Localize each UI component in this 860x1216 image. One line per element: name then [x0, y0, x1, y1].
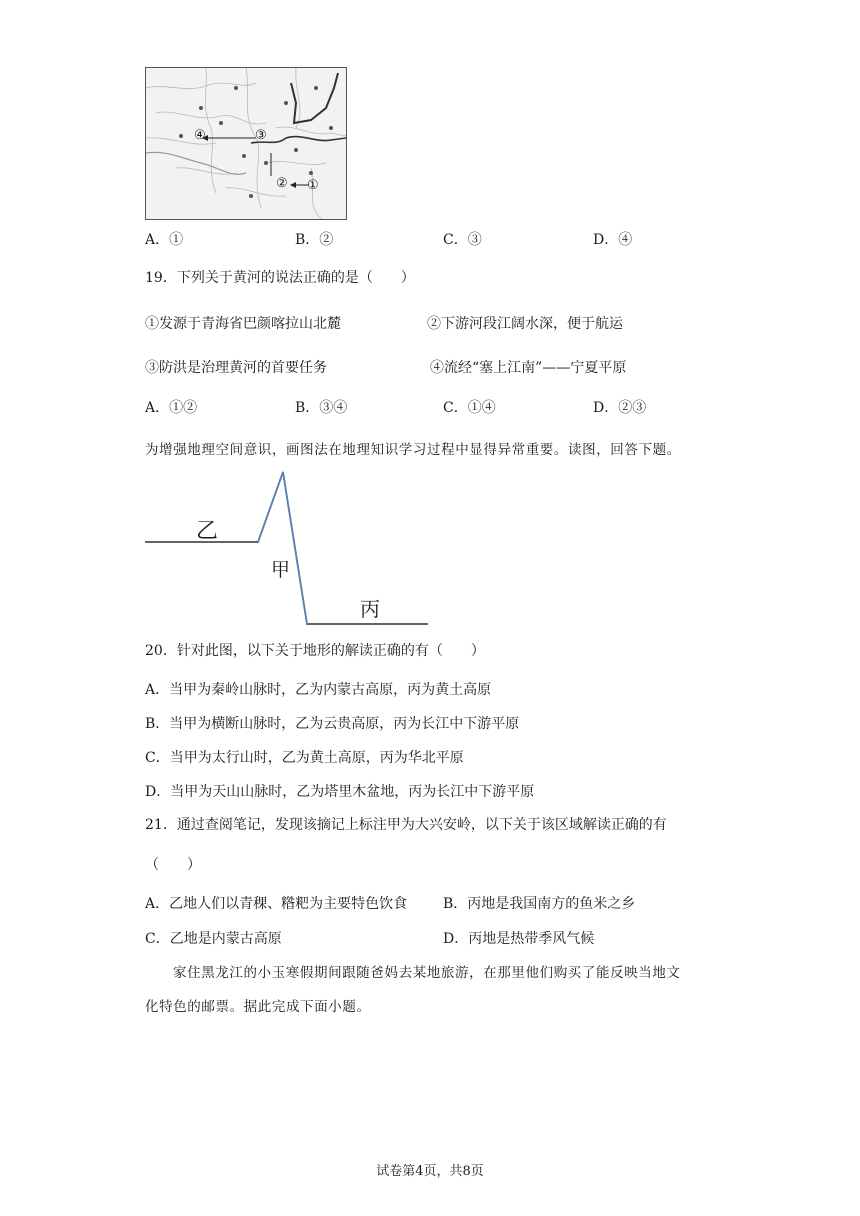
- option-letter: C．: [443, 232, 468, 248]
- label-yi: 乙: [196, 519, 219, 544]
- option-text: ②③: [618, 400, 647, 416]
- q21-option-b[interactable]: B．丙地是我国南方的鱼米之乡: [443, 896, 636, 912]
- intro-next-line-2: 化特色的邮票。据此完成下面小题。: [145, 999, 371, 1015]
- q20-option-b[interactable]: B．当甲为横断山脉时，乙为云贵高原，丙为长江中下游平原: [145, 716, 520, 732]
- option-text: ③④: [319, 400, 348, 416]
- intro-20-21: 为增强地理空间意识，画图法在地理知识学习过程中显得异常重要。读图，回答下题。: [145, 442, 681, 458]
- option-letter: B．: [295, 232, 320, 248]
- label-jia: 甲: [271, 559, 291, 581]
- option-text: ①④: [467, 400, 496, 416]
- option-text: ①②: [169, 400, 198, 416]
- option-letter: B．: [295, 400, 320, 416]
- q20-stem: 20．针对此图，以下关于地形的解读正确的有（ ）: [145, 643, 485, 659]
- q21-option-a[interactable]: A．乙地人们以青稞、糌粑为主要特色饮食: [145, 896, 408, 912]
- option-letter: D．: [593, 400, 619, 416]
- q19-statement-3: ③防洪是治理黄河的首要任务: [145, 360, 327, 376]
- q19-option-d[interactable]: [593, 398, 646, 418]
- q18-option-a[interactable]: [145, 230, 183, 250]
- q18-option-c[interactable]: [443, 230, 482, 250]
- page-footer: 试卷第4页，共8页: [376, 1164, 484, 1179]
- option-letter: C．: [443, 400, 468, 416]
- marker-3: ③: [255, 128, 267, 143]
- q19-stem: 19．下列关于黄河的说法正确的是（ ）: [145, 270, 415, 286]
- intro-next-line-1: 家住黑龙江的小玉寒假期间跟随爸妈去某地旅游，在那里他们购买了能反映当地文: [173, 965, 681, 981]
- option-letter: A．: [145, 400, 170, 416]
- marker-4: ④: [194, 128, 206, 143]
- q21-option-d[interactable]: D．丙地是热带季风气候: [443, 931, 595, 947]
- marker-1: ①: [307, 178, 319, 193]
- option-text: ①: [169, 232, 184, 248]
- q19-option-a[interactable]: [145, 398, 197, 418]
- q20-option-d[interactable]: D．当甲为天山山脉时，乙为塔里木盆地，丙为长江中下游平原: [145, 784, 535, 800]
- q18-option-b[interactable]: [295, 230, 333, 250]
- china-map-figure: [145, 67, 347, 220]
- option-letter: D．: [593, 232, 619, 248]
- option-letter: A．: [145, 232, 170, 248]
- q19-option-c[interactable]: [443, 398, 496, 418]
- q21-stem-paren: （ ）: [145, 857, 201, 873]
- q21-option-c[interactable]: C．乙地是内蒙古高原: [145, 931, 282, 947]
- terrain-profile-line: [140, 466, 440, 632]
- map-drawing: [146, 68, 346, 219]
- q19-statement-1: ①发源于青海省巴颜喀拉山北麓: [145, 316, 341, 332]
- marker-2: ②: [276, 176, 288, 191]
- q19-statement-2: ②下游河段江阔水深，便于航运: [427, 316, 623, 332]
- q19-statement-4: ④流经“塞上江南”——宁夏平原: [430, 360, 627, 376]
- q20-option-a[interactable]: A．当甲为秦岭山脉时，乙为内蒙古高原，丙为黄土高原: [145, 682, 492, 698]
- q18-option-d[interactable]: [593, 230, 632, 250]
- terrain-figure: [140, 466, 440, 632]
- option-text: ②: [319, 232, 334, 248]
- option-text: ④: [618, 232, 633, 248]
- q20-option-c[interactable]: C．当甲为太行山时，乙为黄土高原，丙为华北平原: [145, 750, 464, 766]
- option-text: ③: [467, 232, 482, 248]
- q21-stem: 21．通过查阅笔记，发现该摘记上标注甲为大兴安岭，以下关于该区域解读正确的有: [145, 817, 667, 833]
- label-bing: 丙: [360, 597, 380, 621]
- q19-option-b[interactable]: [295, 398, 347, 418]
